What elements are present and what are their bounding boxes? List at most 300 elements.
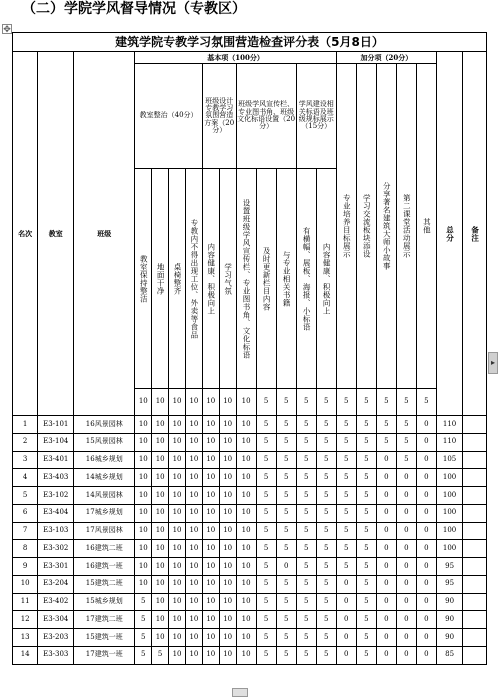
column-header: 与专业相关书籍 xyxy=(276,169,296,389)
score-cell: 10 xyxy=(185,522,202,540)
score-cell: 10 xyxy=(152,504,169,522)
score-cell: 10 xyxy=(152,629,169,647)
score-cell: 0 xyxy=(276,558,296,576)
room-cell: E3-302 xyxy=(38,540,74,558)
table-row xyxy=(13,593,487,611)
score-cell: 10 xyxy=(202,469,219,487)
remarks-cell xyxy=(463,540,487,558)
score-cell: 5 xyxy=(256,646,276,664)
score-cell: 5 xyxy=(135,611,152,629)
class-cell: 17城乡规划 xyxy=(74,504,135,522)
score-cell: 10 xyxy=(202,433,219,451)
column-header: 专教内不得出现工位、外卖等食品 xyxy=(185,169,202,389)
table-row xyxy=(13,540,487,558)
score-cell: 5 xyxy=(316,504,336,522)
score-cell: 10 xyxy=(135,487,152,505)
score-cell: 0 xyxy=(376,504,396,522)
total-cell: 85 xyxy=(436,646,462,664)
score-cell: 5 xyxy=(356,487,376,505)
table-row xyxy=(13,646,487,664)
score-cell: 5 xyxy=(296,540,316,558)
score-cell: 0 xyxy=(416,646,436,664)
score-cell: 10 xyxy=(169,540,186,558)
score-cell: 5 xyxy=(276,487,296,505)
score-cell: 0 xyxy=(336,575,356,593)
score-cell: 5 xyxy=(256,540,276,558)
score-cell: 10 xyxy=(135,451,152,469)
score-cell: 10 xyxy=(152,469,169,487)
column-header: 设置班级学风宣传栏、专业图书角、文化标语 xyxy=(236,169,256,389)
score-cell: 0 xyxy=(396,522,416,540)
remarks-cell xyxy=(463,487,487,505)
rank-cell: 12 xyxy=(13,611,38,629)
score-cell: 5 xyxy=(356,433,376,451)
max-score: 5 xyxy=(336,389,356,416)
score-cell: 5 xyxy=(336,469,356,487)
score-cell: 5 xyxy=(276,433,296,451)
table-title: 建筑学院专教学习氛围营造检查评分表（5月8日） xyxy=(13,33,487,52)
score-cell: 5 xyxy=(256,469,276,487)
resize-handle-icon[interactable] xyxy=(232,688,248,697)
score-cell: 10 xyxy=(236,575,256,593)
score-cell: 0 xyxy=(416,522,436,540)
score-cell: 10 xyxy=(152,451,169,469)
score-cell: 5 xyxy=(256,558,276,576)
table-row xyxy=(13,451,487,469)
score-cell: 0 xyxy=(396,646,416,664)
column-header: 内容健康、积极向上 xyxy=(316,169,336,389)
score-cell: 5 xyxy=(296,469,316,487)
score-cell: 10 xyxy=(236,416,256,434)
score-cell: 0 xyxy=(416,575,436,593)
room-cell: E3-104 xyxy=(38,433,74,451)
total-cell: 95 xyxy=(436,575,462,593)
score-cell: 5 xyxy=(276,575,296,593)
max-score: 5 xyxy=(256,389,276,416)
score-cell: 5 xyxy=(276,629,296,647)
score-cell: 10 xyxy=(152,558,169,576)
score-cell: 10 xyxy=(185,416,202,434)
score-cell: 0 xyxy=(396,575,416,593)
score-cell: 10 xyxy=(169,504,186,522)
score-cell: 5 xyxy=(336,522,356,540)
score-cell: 10 xyxy=(236,522,256,540)
score-cell: 5 xyxy=(356,451,376,469)
score-cell: 10 xyxy=(135,416,152,434)
score-cell: 10 xyxy=(219,487,236,505)
score-cell: 5 xyxy=(256,593,276,611)
max-score: 5 xyxy=(416,389,436,416)
score-cell: 0 xyxy=(376,451,396,469)
room-cell: E3-403 xyxy=(38,469,74,487)
score-cell: 0 xyxy=(396,611,416,629)
class-cell: 16风景园林 xyxy=(74,416,135,434)
score-cell: 0 xyxy=(416,451,436,469)
room-cell: E3-303 xyxy=(38,646,74,664)
score-cell: 5 xyxy=(376,416,396,434)
score-cell: 5 xyxy=(256,416,276,434)
group-header: 教室整治（40分） xyxy=(135,64,203,169)
score-cell: 5 xyxy=(316,575,336,593)
max-score: 5 xyxy=(316,389,336,416)
score-cell: 10 xyxy=(202,540,219,558)
score-cell: 0 xyxy=(396,469,416,487)
table-move-handle-icon[interactable]: ✥ xyxy=(3,25,11,35)
group-header: 班级设计专教学习氛围营造方案（20分） xyxy=(202,64,236,169)
score-cell: 10 xyxy=(219,558,236,576)
column-header: 及时更新栏目内容 xyxy=(256,169,276,389)
rank-header: 名次 xyxy=(13,52,38,416)
score-cell: 5 xyxy=(296,611,316,629)
score-cell: 10 xyxy=(236,451,256,469)
remarks-cell xyxy=(463,575,487,593)
score-cell: 10 xyxy=(152,522,169,540)
score-cell: 10 xyxy=(135,558,152,576)
total-cell: 110 xyxy=(436,416,462,434)
score-cell: 10 xyxy=(185,646,202,664)
score-cell: 5 xyxy=(356,646,376,664)
remarks-cell xyxy=(463,629,487,647)
max-score: 10 xyxy=(202,389,219,416)
score-cell: 5 xyxy=(376,433,396,451)
total-cell: 95 xyxy=(436,558,462,576)
score-cell: 10 xyxy=(219,469,236,487)
max-score: 10 xyxy=(152,389,169,416)
score-cell: 10 xyxy=(202,487,219,505)
score-cell: 10 xyxy=(202,522,219,540)
score-cell: 5 xyxy=(135,646,152,664)
table-body xyxy=(13,416,487,665)
rank-cell: 10 xyxy=(13,575,38,593)
room-header: 教室 xyxy=(38,52,74,416)
score-cell: 0 xyxy=(396,504,416,522)
score-cell: 10 xyxy=(185,558,202,576)
score-cell: 5 xyxy=(256,504,276,522)
score-cell: 5 xyxy=(356,629,376,647)
score-cell: 10 xyxy=(202,646,219,664)
score-cell: 5 xyxy=(276,611,296,629)
score-cell: 5 xyxy=(296,646,316,664)
score-cell: 10 xyxy=(219,522,236,540)
score-cell: 5 xyxy=(336,558,356,576)
score-cell: 5 xyxy=(296,522,316,540)
score-cell: 10 xyxy=(135,540,152,558)
score-cell: 10 xyxy=(185,575,202,593)
score-cell: 10 xyxy=(202,451,219,469)
score-cell: 0 xyxy=(416,558,436,576)
score-cell: 10 xyxy=(219,646,236,664)
score-cell: 0 xyxy=(376,487,396,505)
score-cell: 10 xyxy=(135,433,152,451)
score-cell: 0 xyxy=(376,558,396,576)
remarks-cell xyxy=(463,416,487,434)
score-cell: 5 xyxy=(316,451,336,469)
score-cell: 5 xyxy=(396,433,416,451)
score-cell: 5 xyxy=(296,558,316,576)
score-cell: 5 xyxy=(356,593,376,611)
total-cell: 100 xyxy=(436,540,462,558)
score-cell: 10 xyxy=(202,504,219,522)
table-row xyxy=(13,416,487,434)
score-cell: 10 xyxy=(219,504,236,522)
max-score: 5 xyxy=(276,389,296,416)
score-cell: 0 xyxy=(376,593,396,611)
remarks-cell xyxy=(463,469,487,487)
group-header: 学风建设相关标语及班级规标展示（15分） xyxy=(296,64,336,169)
rank-cell: 5 xyxy=(13,487,38,505)
score-cell: 5 xyxy=(356,611,376,629)
class-cell: 15建筑二班 xyxy=(74,575,135,593)
score-cell: 5 xyxy=(316,522,336,540)
score-cell: 0 xyxy=(416,629,436,647)
score-cell: 5 xyxy=(276,540,296,558)
score-cell: 10 xyxy=(236,469,256,487)
table-row xyxy=(13,469,487,487)
score-cell: 10 xyxy=(169,558,186,576)
class-cell: 14风景园林 xyxy=(74,487,135,505)
score-table xyxy=(12,32,487,665)
score-cell: 10 xyxy=(169,522,186,540)
score-cell: 5 xyxy=(316,593,336,611)
column-header: 内容健康、积极向上 xyxy=(202,169,219,389)
remarks-cell xyxy=(463,611,487,629)
score-cell: 10 xyxy=(202,416,219,434)
total-cell: 100 xyxy=(436,522,462,540)
score-cell: 10 xyxy=(202,629,219,647)
table-row xyxy=(13,487,487,505)
score-cell: 0 xyxy=(416,540,436,558)
max-score: 10 xyxy=(219,389,236,416)
max-score: 10 xyxy=(169,389,186,416)
score-cell: 5 xyxy=(316,540,336,558)
score-cell: 0 xyxy=(416,469,436,487)
score-cell: 0 xyxy=(416,433,436,451)
score-cell: 0 xyxy=(416,504,436,522)
remarks-header: 备注 xyxy=(463,52,487,416)
score-cell: 10 xyxy=(169,611,186,629)
score-cell: 5 xyxy=(152,646,169,664)
score-cell: 5 xyxy=(316,629,336,647)
total-cell: 90 xyxy=(436,611,462,629)
score-cell: 10 xyxy=(202,611,219,629)
score-cell: 5 xyxy=(276,451,296,469)
score-cell: 5 xyxy=(316,611,336,629)
score-cell: 0 xyxy=(396,487,416,505)
score-cell: 5 xyxy=(276,416,296,434)
class-cell: 15城乡规划 xyxy=(74,593,135,611)
table-row xyxy=(13,575,487,593)
score-cell: 10 xyxy=(219,433,236,451)
column-header: 学习气氛 xyxy=(219,169,236,389)
rank-cell: 9 xyxy=(13,558,38,576)
column-header: 地面干净 xyxy=(152,169,169,389)
room-cell: E3-401 xyxy=(38,451,74,469)
score-cell: 5 xyxy=(296,504,316,522)
score-cell: 10 xyxy=(219,575,236,593)
max-score: 5 xyxy=(376,389,396,416)
score-cell: 10 xyxy=(169,593,186,611)
class-cell: 16城乡规划 xyxy=(74,451,135,469)
score-cell: 10 xyxy=(135,504,152,522)
rank-cell: 6 xyxy=(13,504,38,522)
table-row xyxy=(13,629,487,647)
score-cell: 0 xyxy=(376,629,396,647)
score-cell: 5 xyxy=(356,522,376,540)
score-cell: 5 xyxy=(316,433,336,451)
table-row xyxy=(13,611,487,629)
score-cell: 10 xyxy=(169,469,186,487)
remarks-cell xyxy=(463,558,487,576)
score-cell: 10 xyxy=(152,575,169,593)
score-cell: 0 xyxy=(336,611,356,629)
total-cell: 90 xyxy=(436,629,462,647)
score-cell: 0 xyxy=(376,469,396,487)
score-cell: 0 xyxy=(336,629,356,647)
score-cell: 0 xyxy=(396,629,416,647)
score-cell: 0 xyxy=(376,540,396,558)
score-cell: 10 xyxy=(152,611,169,629)
score-cell: 5 xyxy=(356,575,376,593)
rank-cell: 4 xyxy=(13,469,38,487)
score-cell: 10 xyxy=(185,433,202,451)
table-row xyxy=(13,433,487,451)
score-cell: 5 xyxy=(296,593,316,611)
table-row xyxy=(13,504,487,522)
score-cell: 5 xyxy=(276,522,296,540)
side-panel-toggle-icon[interactable]: ▸ xyxy=(488,352,498,374)
score-cell: 10 xyxy=(236,504,256,522)
class-cell: 17建筑二班 xyxy=(74,611,135,629)
score-cell: 5 xyxy=(256,451,276,469)
score-cell: 5 xyxy=(276,593,296,611)
score-cell: 5 xyxy=(296,629,316,647)
score-cell: 10 xyxy=(219,593,236,611)
total-cell: 100 xyxy=(436,487,462,505)
class-cell: 16建筑二班 xyxy=(74,540,135,558)
score-cell: 5 xyxy=(296,451,316,469)
score-cell: 10 xyxy=(236,487,256,505)
score-cell: 5 xyxy=(256,575,276,593)
score-cell: 5 xyxy=(296,416,316,434)
max-score: 10 xyxy=(236,389,256,416)
score-cell: 10 xyxy=(236,433,256,451)
column-header: 第二课堂活动展示 xyxy=(396,64,416,389)
score-cell: 10 xyxy=(202,558,219,576)
score-cell: 10 xyxy=(185,611,202,629)
score-cell: 10 xyxy=(169,451,186,469)
score-cell: 5 xyxy=(396,451,416,469)
score-cell: 5 xyxy=(356,504,376,522)
room-cell: E3-404 xyxy=(38,504,74,522)
score-cell: 10 xyxy=(135,469,152,487)
score-cell: 5 xyxy=(256,629,276,647)
score-cell: 5 xyxy=(256,611,276,629)
class-cell: 17风景园林 xyxy=(74,522,135,540)
score-cell: 5 xyxy=(276,469,296,487)
score-cell: 10 xyxy=(169,646,186,664)
score-cell: 0 xyxy=(376,522,396,540)
score-cell: 5 xyxy=(256,522,276,540)
class-cell: 16建筑一班 xyxy=(74,558,135,576)
score-cell: 5 xyxy=(316,469,336,487)
score-cell: 10 xyxy=(236,540,256,558)
score-cell: 5 xyxy=(316,487,336,505)
total-cell: 90 xyxy=(436,593,462,611)
score-cell: 10 xyxy=(152,593,169,611)
score-cell: 5 xyxy=(276,646,296,664)
column-header: 桌椅整齐 xyxy=(169,169,186,389)
table-row xyxy=(13,522,487,540)
score-cell: 5 xyxy=(336,540,356,558)
remarks-cell xyxy=(463,504,487,522)
rank-cell: 8 xyxy=(13,540,38,558)
score-cell: 5 xyxy=(296,433,316,451)
score-cell: 10 xyxy=(152,540,169,558)
score-cell: 0 xyxy=(396,558,416,576)
score-cell: 10 xyxy=(202,593,219,611)
rank-cell: 13 xyxy=(13,629,38,647)
score-cell: 5 xyxy=(396,416,416,434)
score-cell: 5 xyxy=(296,487,316,505)
class-cell: 15建筑一班 xyxy=(74,629,135,647)
score-cell: 10 xyxy=(236,646,256,664)
rank-cell: 1 xyxy=(13,416,38,434)
score-cell: 0 xyxy=(416,416,436,434)
score-cell: 5 xyxy=(256,487,276,505)
score-cell: 10 xyxy=(152,487,169,505)
score-cell: 5 xyxy=(356,558,376,576)
score-cell: 10 xyxy=(236,629,256,647)
rank-cell: 14 xyxy=(13,646,38,664)
class-cell: 17建筑一班 xyxy=(74,646,135,664)
remarks-cell xyxy=(463,646,487,664)
score-cell: 10 xyxy=(152,433,169,451)
total-header: 总分 xyxy=(436,52,462,416)
score-cell: 0 xyxy=(376,575,396,593)
room-cell: E3-102 xyxy=(38,487,74,505)
score-cell: 10 xyxy=(185,469,202,487)
max-score: 5 xyxy=(296,389,316,416)
column-header: 分享著名建筑大师小故事 xyxy=(376,64,396,389)
room-cell: E3-101 xyxy=(38,416,74,434)
score-cell: 10 xyxy=(185,593,202,611)
score-cell: 0 xyxy=(416,593,436,611)
max-score: 5 xyxy=(396,389,416,416)
score-cell: 5 xyxy=(336,451,356,469)
score-cell: 10 xyxy=(185,629,202,647)
room-cell: E3-402 xyxy=(38,593,74,611)
remarks-cell xyxy=(463,593,487,611)
remarks-cell xyxy=(463,451,487,469)
max-score: 10 xyxy=(135,389,152,416)
score-cell: 10 xyxy=(169,433,186,451)
score-cell: 5 xyxy=(135,593,152,611)
rank-cell: 3 xyxy=(13,451,38,469)
score-cell: 10 xyxy=(169,575,186,593)
score-cell: 10 xyxy=(236,558,256,576)
total-cell: 110 xyxy=(436,433,462,451)
score-cell: 10 xyxy=(202,575,219,593)
score-cell: 5 xyxy=(276,504,296,522)
remarks-cell xyxy=(463,522,487,540)
score-cell: 5 xyxy=(296,575,316,593)
score-cell: 10 xyxy=(236,593,256,611)
class-cell: 14城乡规划 xyxy=(74,469,135,487)
table-row xyxy=(13,558,487,576)
score-cell: 10 xyxy=(219,416,236,434)
score-cell: 5 xyxy=(316,416,336,434)
score-cell: 10 xyxy=(135,575,152,593)
